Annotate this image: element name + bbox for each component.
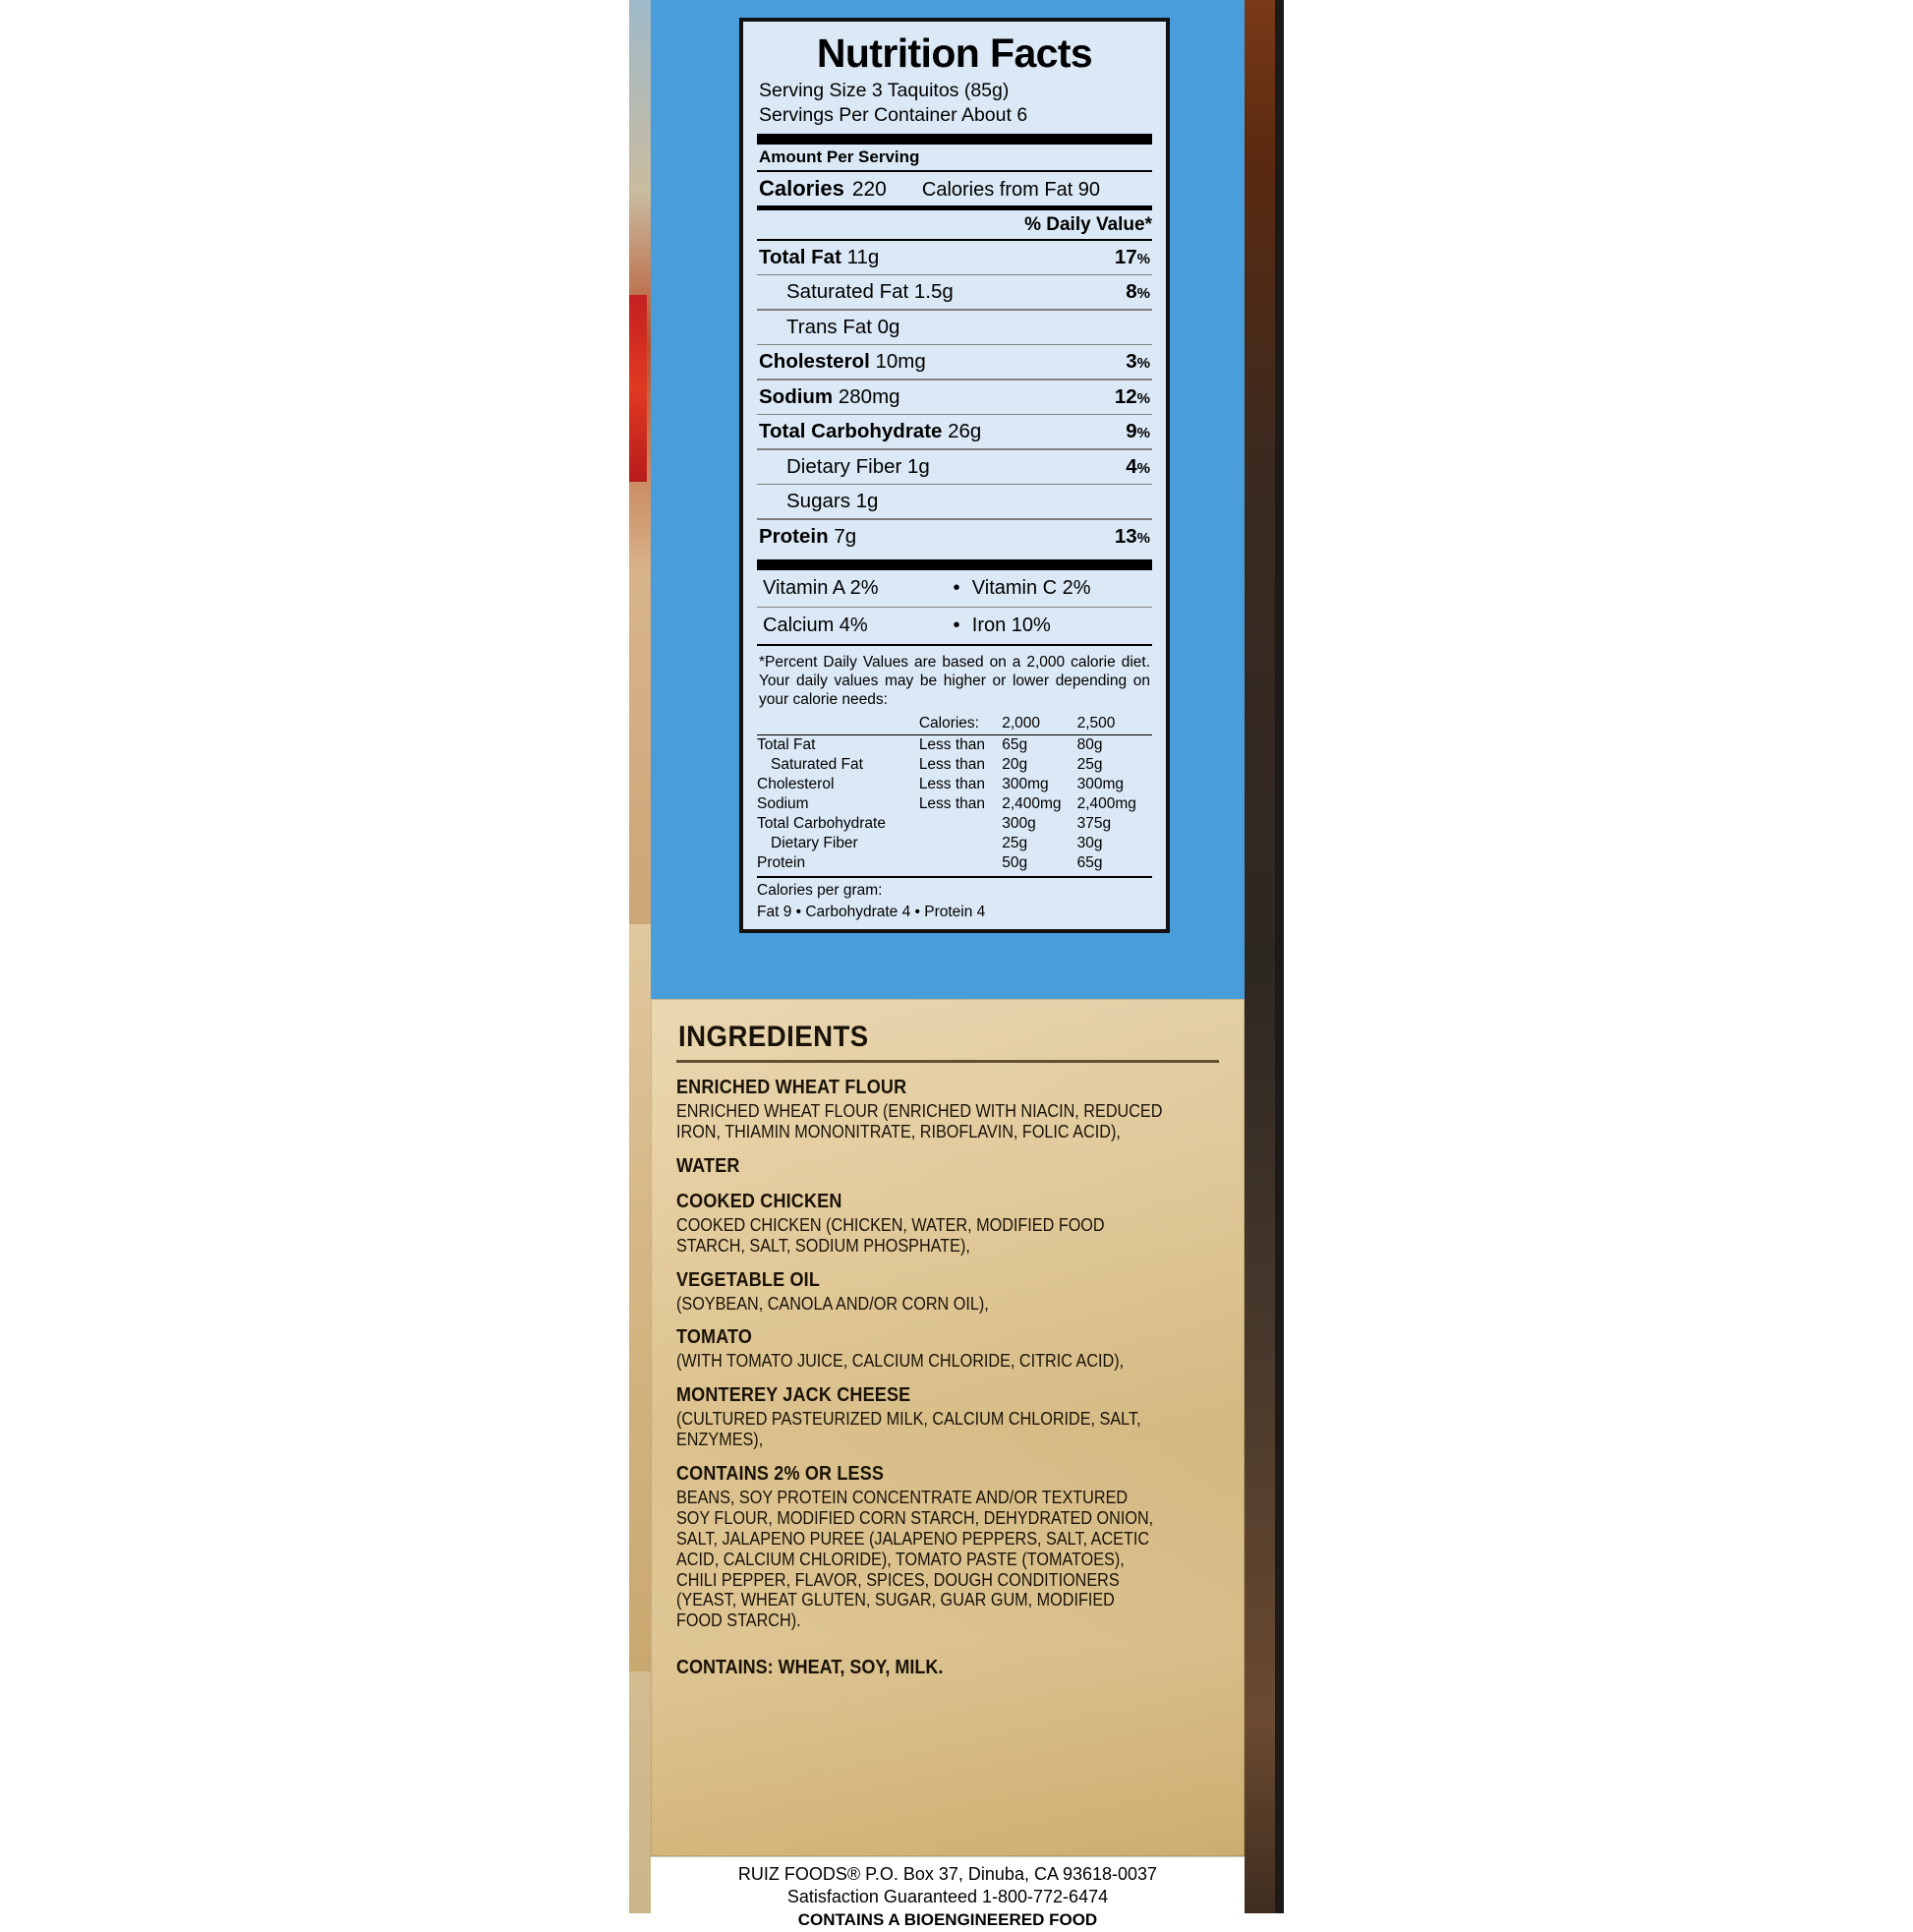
ingredient-detail: (SOYBEAN, CANOLA AND/OR CORN OIL),	[676, 1293, 989, 1314]
nutrient-dv: 17	[1114, 245, 1137, 268]
nutrient-label: Dietary Fiber 1g	[786, 454, 930, 478]
nutrient-label: Total Carbohydrate	[759, 420, 943, 443]
nutrient-amount: 7g	[834, 524, 857, 548]
divider-thick	[757, 134, 1152, 145]
ingredient-heading: TOMATO	[676, 1326, 753, 1349]
list-item	[676, 1269, 1219, 1315]
dv-2500: 2,400mg	[1076, 794, 1136, 812]
dv-2000: 300g	[1002, 814, 1036, 832]
dv-label: Sodium	[757, 794, 809, 812]
ingredient-detail: COOKED CHICKEN (CHICKEN, WATER, MODIFIED FOOD STARCH, SALT, SODIUM PHOSPHATE),	[676, 1214, 1105, 1256]
vitamin-a: Vitamin A 2%	[763, 576, 879, 599]
dv-label: Dietary Fiber	[771, 834, 858, 851]
ingredients-title: INGREDIENTS	[678, 1021, 869, 1053]
table-row	[757, 853, 1152, 873]
dv-col-2500: 2,500	[1077, 714, 1152, 735]
dv-less: Less than	[918, 794, 986, 812]
ingredients-divider	[676, 1060, 1219, 1063]
nutrient-dv: 8	[1126, 280, 1137, 304]
nutrient-label: Trans Fat 0g	[786, 315, 900, 338]
dv-label: Total Fat	[757, 735, 816, 753]
satisfaction-guarantee: Satisfaction Guaranteed 1-800-772-6474	[786, 1886, 1109, 1906]
divider-thick-2	[757, 559, 1152, 570]
ingredient-detail: (CULTURED PASTEURIZED MILK, CALCIUM CHLORIDE, SALT, ENZYMES),	[676, 1409, 1141, 1450]
iron: Iron 10%	[971, 615, 1051, 637]
package-red-accent	[629, 295, 647, 482]
package-left-food-photo	[629, 924, 651, 1671]
table-row: Total Carbohydrate 26g 9%	[759, 420, 1150, 443]
vitamin-c: Vitamin C 2%	[971, 576, 1091, 599]
dv-less: Less than	[918, 755, 986, 773]
ingredient-detail: BEANS, SOY PROTEIN CONCENTRATE AND/OR TEXTURED SOY FLOUR, MODIFIED CORN STARCH, DEHYDRATED ONION, SALT, JALAPENO PUREE (JALAPENO PEPPERS, SALT, ACETIC ACID, CALCIUM CHLORIDE), TOMATO PASTE (TOMATOES), CHILI PEPPER, FLAVOR, SPICES, DOUGH CONDITIONERS (YEAST, WHEAT GLUTEN, SUGAR, GUAR GUM, MODIFIED FOOD STARCH).	[676, 1488, 1154, 1631]
nutrient-label: Cholesterol	[759, 350, 870, 374]
product-package-back-panel	[629, 0, 1284, 1929]
allergen-statement: CONTAINS: WHEAT, SOY, MILK.	[676, 1657, 944, 1679]
ingredient-detail: (WITH TOMATO JUICE, CALCIUM CHLORIDE, CITRIC ACID),	[676, 1351, 1125, 1372]
list-item	[676, 1384, 1219, 1450]
table-row: Saturated Fat 1.5g 8%	[757, 275, 1152, 309]
vitamin-row	[757, 608, 1152, 644]
dv-col-2000: 2,000	[1002, 714, 1076, 735]
ingredient-heading: CONTAINS 2% OR LESS	[676, 1463, 885, 1485]
nutrient-label: Sodium	[759, 384, 834, 408]
bullet-icon: •	[953, 576, 960, 599]
dv-less: Less than	[918, 735, 986, 753]
table-row: Protein 7g 13%	[759, 524, 1150, 548]
ingredient-heading: WATER	[676, 1154, 740, 1177]
calories-value: 220	[851, 177, 887, 201]
dv-2000: 50g	[1002, 853, 1028, 871]
package-right-edge	[1275, 0, 1284, 1913]
nutrient-dv: 9	[1126, 420, 1137, 443]
nutrient-amount: 10mg	[875, 350, 926, 374]
nutrient-dv: 4	[1126, 454, 1137, 478]
bullet-icon: •	[953, 615, 960, 637]
dv-2500: 375g	[1076, 814, 1112, 832]
dv-2500: 25g	[1076, 755, 1103, 773]
dv-col-blank	[757, 714, 919, 735]
calories-per-gram-values: Fat 9 • Carbohydrate 4 • Protein 4	[757, 903, 986, 920]
list-item	[676, 1191, 1219, 1257]
dv-label: Cholesterol	[757, 775, 835, 792]
dv-2500: 30g	[1076, 834, 1103, 851]
dv-2000: 65g	[1002, 735, 1028, 753]
dv-2500: 80g	[1076, 735, 1103, 753]
nutrient-label: Saturated Fat 1.5g	[786, 280, 954, 304]
ingredient-detail: ENRICHED WHEAT FLOUR (ENRICHED WITH NIACIN, REDUCED IRON, THIAMIN MONONITRATE, RIBOFLAVIN, FOLIC ACID),	[676, 1101, 1163, 1142]
dv-2000: 300mg	[1002, 775, 1049, 792]
dv-less: Less than	[918, 775, 986, 792]
daily-values-reference-table	[757, 714, 1152, 873]
table-row: Sodium 280mg 12%	[759, 384, 1150, 408]
nutrient-amount: 280mg	[838, 384, 900, 408]
list-item	[676, 1077, 1219, 1142]
nutrient-dv: 12	[1114, 384, 1137, 408]
dv-2000: 25g	[1002, 834, 1028, 851]
ingredient-heading: VEGETABLE OIL	[676, 1268, 821, 1291]
nutrient-label: Sugars 1g	[786, 490, 879, 513]
table-row	[757, 755, 1152, 775]
calories-from-fat: Calories from Fat 90	[921, 178, 1101, 201]
dv-col-calories: Calories:	[919, 714, 1002, 735]
dv-less	[919, 834, 1002, 853]
serving-size: Serving Size 3 Taquitos (85g)	[759, 79, 1010, 101]
company-address: RUIZ FOODS® P.O. Box 37, Dinuba, CA 93618-0037	[737, 1864, 1158, 1884]
vitamin-row	[757, 570, 1152, 607]
nutrient-amount: 11g	[846, 245, 880, 268]
daily-value-header: % Daily Value*	[1024, 213, 1152, 235]
calories-per-gram-label: Calories per gram:	[757, 881, 883, 899]
list-item	[676, 1326, 1219, 1372]
table-row	[757, 834, 1152, 853]
servings-per-container: Servings Per Container About 6	[759, 103, 1028, 126]
daily-value-footnote: *Percent Daily Values are based on a 2,000 calorie diet. Your daily values may be higher or lower depending on your calorie needs:	[759, 654, 1150, 709]
table-row	[757, 311, 1152, 344]
dv-less	[919, 853, 1002, 873]
nutrient-dv: 13	[1114, 524, 1137, 548]
divider-thin	[757, 170, 1152, 172]
nutrient-label: Protein	[759, 524, 829, 548]
manufacturer-footer	[651, 1856, 1245, 1929]
nutrition-facts-panel	[739, 18, 1170, 933]
table-row	[757, 794, 1152, 814]
divider-thin-3	[757, 644, 1152, 646]
dv-label: Protein	[757, 853, 806, 871]
nutrition-facts-title: Nutrition Facts	[816, 30, 1093, 76]
ingredient-heading: ENRICHED WHEAT FLOUR	[676, 1077, 907, 1098]
bioengineered-disclosure: CONTAINS A BIOENGINEERED FOOD	[797, 1909, 1098, 1929]
list-item	[676, 1155, 1219, 1178]
calcium: Calcium 4%	[763, 615, 868, 637]
dv-2500: 65g	[1076, 853, 1103, 871]
nutrient-amount: 26g	[948, 420, 982, 443]
table-header-row	[757, 714, 1152, 735]
ingredients-panel	[651, 999, 1245, 1856]
table-row: Cholesterol 10mg 3%	[759, 350, 1150, 374]
dv-label: Saturated Fat	[771, 755, 863, 773]
table-row	[757, 814, 1152, 834]
dv-2500: 300mg	[1076, 775, 1124, 792]
nutrient-dv: 3	[1126, 350, 1137, 374]
dv-label: Total Carbohydrate	[757, 814, 886, 832]
table-row: Dietary Fiber 1g 4%	[757, 450, 1152, 484]
table-row	[757, 775, 1152, 794]
divider-medium	[757, 205, 1152, 210]
calories-row	[759, 176, 1152, 202]
calories-label: Calories	[759, 175, 844, 201]
table-row	[757, 485, 1152, 518]
list-item	[676, 1463, 1219, 1631]
table-row	[757, 734, 1152, 755]
nutrient-label: Total Fat	[759, 245, 841, 268]
ingredient-heading: MONTEREY JACK CHEESE	[676, 1384, 911, 1407]
dv-2000: 20g	[1002, 755, 1028, 773]
dv-2000: 2,400mg	[1002, 794, 1062, 812]
dv-less	[919, 814, 1002, 834]
amount-per-serving-label: Amount Per Serving	[759, 146, 920, 166]
ingredient-heading: COOKED CHICKEN	[676, 1190, 842, 1212]
divider-thin-4	[757, 876, 1152, 878]
table-row: Total Fat 11g 17%	[759, 245, 1150, 268]
